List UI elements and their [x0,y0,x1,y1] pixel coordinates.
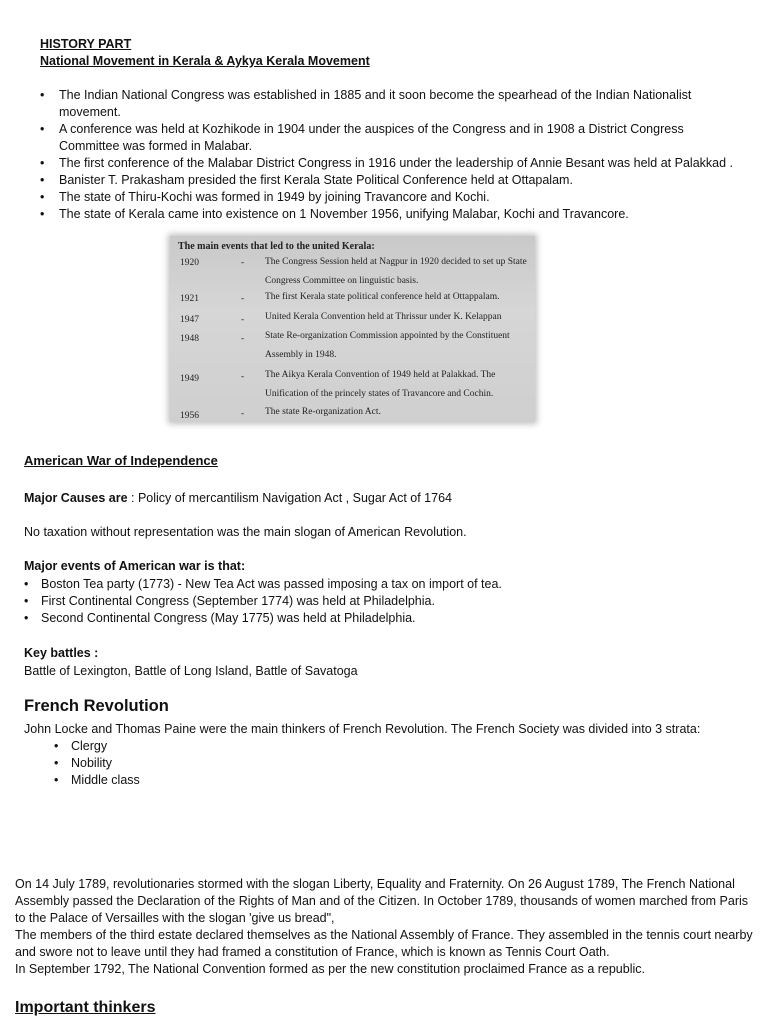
french-paragraphs [15,876,757,978]
list-item: • Boston Tea party (1773) - New Tea Act was passed imposing a tax on import of tea. [24,576,744,593]
list-item: • The first conference of the Malabar District Congress in 1916 under the leadership of Annie Besant was held at Palakkad . [40,155,740,172]
scan-year: 1956 [180,411,199,421]
list-item: • First Continental Congress (September 1774) was held at Philadelphia. [24,593,744,610]
history-heading: HISTORY PART [40,37,132,51]
scan-year: 1921 [180,294,199,304]
causes-label: Major Causes are [24,491,128,505]
scan-year: 1948 [180,334,199,344]
american-heading: American War of Independence [24,453,218,468]
french-para-1: On 14 July 1789, revolutionaries stormed with the slogan Liberty, Equality and Fraternity. On 26 August 1789, The French National Assembly passed the Declaration of the Rights of Man and of the Citizen. In October 1789, thousands of women marched from Paris to the Palace of Versailles with the slogan 'give us bread", [15,877,749,925]
list-item: • Nobility [54,755,140,772]
list-item: • Banister T. Prakasham presided the first Kerala State Political Conference held at Ottapalam. [40,172,740,189]
scan-dash: - [241,258,245,268]
events-label: Major events of American war is that: [24,559,246,573]
scan-dash: - [241,294,245,304]
scan-title: The main events that led to the united Kerala: [178,241,375,252]
list-item: • The state of Thiru-Kochi was formed in 1949 by joining Travancore and Kochi. [40,189,740,206]
battles-text: Battle of Lexington, Battle of Long Island, Battle of Savatoga [24,664,358,678]
list-item: • Second Continental Congress (May 1775) was held at Philadelphia. [24,610,744,627]
scan-dash: - [241,409,245,419]
scanned-events-table [170,236,535,422]
scan-event-text: The first Kerala state political conference held at Ottappalam. [265,292,500,302]
thinkers-heading: Important thinkers [15,999,156,1016]
list-item: • Middle class [54,772,140,789]
list-item: • The Indian National Congress was established in 1885 and it soon become the spearhead of the Indian Nationalist movement. [40,87,740,121]
battles-label: Key battles : [24,646,99,660]
history-subheading: National Movement in Kerala & Aykya Kerala Movement [40,54,370,68]
scan-dash: - [241,315,245,325]
american-slogan: No taxation without representation was the main slogan of American Revolution. [24,525,467,539]
french-para-3: In September 1792, The National Convention formed as per the new constitution proclaimed France as a republic. [15,962,645,976]
causes-text: : Policy of mercantilism Navigation Act , Sugar Act of 1764 [127,491,452,505]
french-heading: French Revolution [24,697,169,715]
french-para-2: The members of the third estate declared themselves as the National Assembly of France. They assembled in the tennis court nearby and swore not to leave until they had framed a constitution of France, which is known as Tennis Court Oath. [15,928,753,959]
scan-year: 1949 [180,374,199,384]
scan-event-text: United Kerala Convention held at Thrissur under K. Kelappan [265,312,502,322]
list-item: • Clergy [54,738,140,755]
scan-event-text: The Aikya Kerala Convention of 1949 held at Palakkad. The Unification of the princely states of Travancore and Cochin. [265,370,496,399]
scan-event-text: State Re-organization Commission appointed by the Constituent Assembly in 1948. [265,331,510,360]
list-item: • A conference was held at Kozhikode in 1904 under the auspices of the Congress and in 1908 a District Congress Committee was formed in Malabar. [40,121,740,155]
scan-dash: - [241,372,245,382]
scan-year: 1920 [180,258,199,268]
history-bullet-list [40,87,740,223]
strata-list [54,738,140,789]
scan-year: 1947 [180,315,199,325]
french-intro: John Locke and Thomas Paine were the main thinkers of French Revolution. The French Society was divided into 3 strata: [24,722,701,736]
scan-event-text: The state Re-organization Act. [265,407,381,417]
list-item: • The state of Kerala came into existence on 1 November 1956, unifying Malabar, Kochi and Travancore. [40,206,740,223]
scan-dash: - [241,334,245,344]
american-events-list [24,576,744,627]
scan-event-text: The Congress Session held at Nagpur in 1920 decided to set up State Congress Committee on linguistic basis. [265,257,527,286]
american-causes [24,490,452,507]
